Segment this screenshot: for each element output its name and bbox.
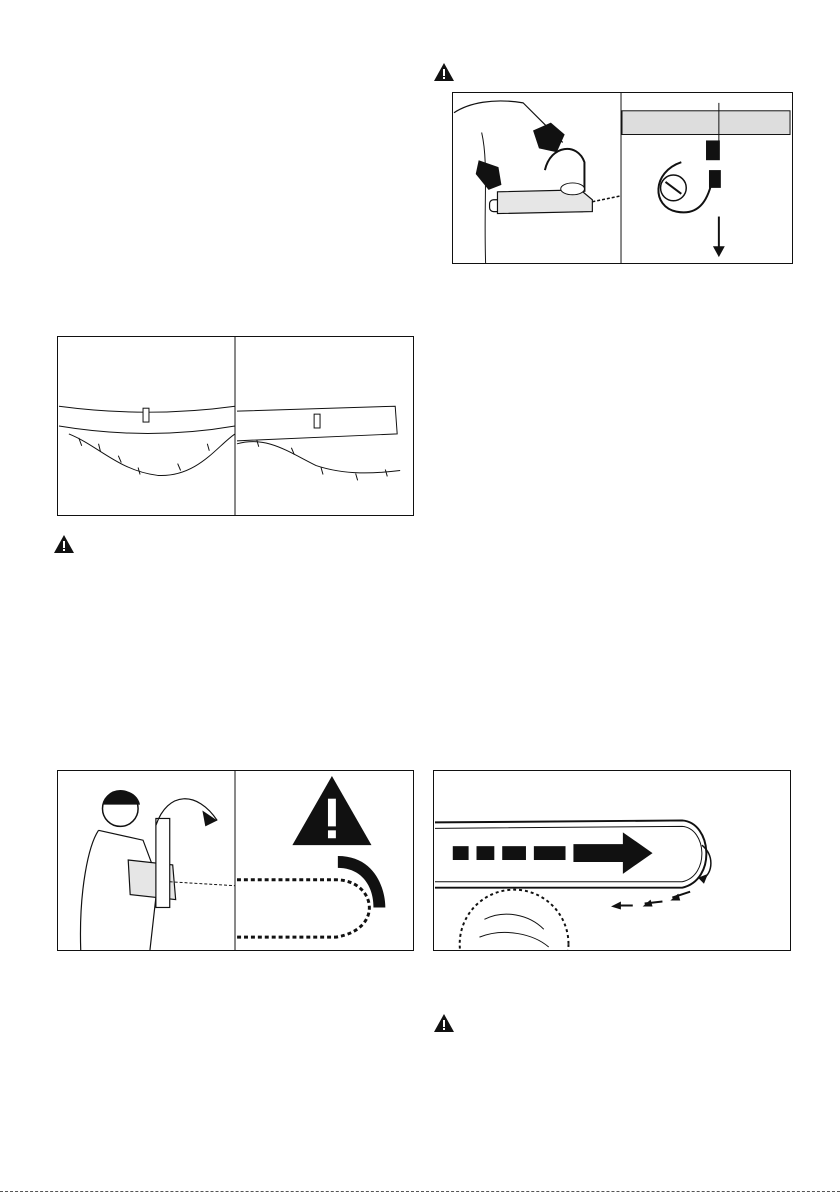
figure-chainsaw-handling (452, 92, 793, 264)
warning-icon (433, 62, 455, 82)
figure-log-pinch (57, 336, 414, 516)
figure-chain-direction (433, 770, 791, 951)
log-pinch-illustration (58, 337, 413, 515)
chainsaw-handling-illustration (453, 93, 792, 263)
warning-icon (53, 534, 75, 554)
figure-kickback (57, 770, 414, 951)
kickback-illustration (58, 771, 413, 950)
warning-icon (433, 1013, 455, 1033)
chain-direction-illustration (434, 771, 790, 950)
